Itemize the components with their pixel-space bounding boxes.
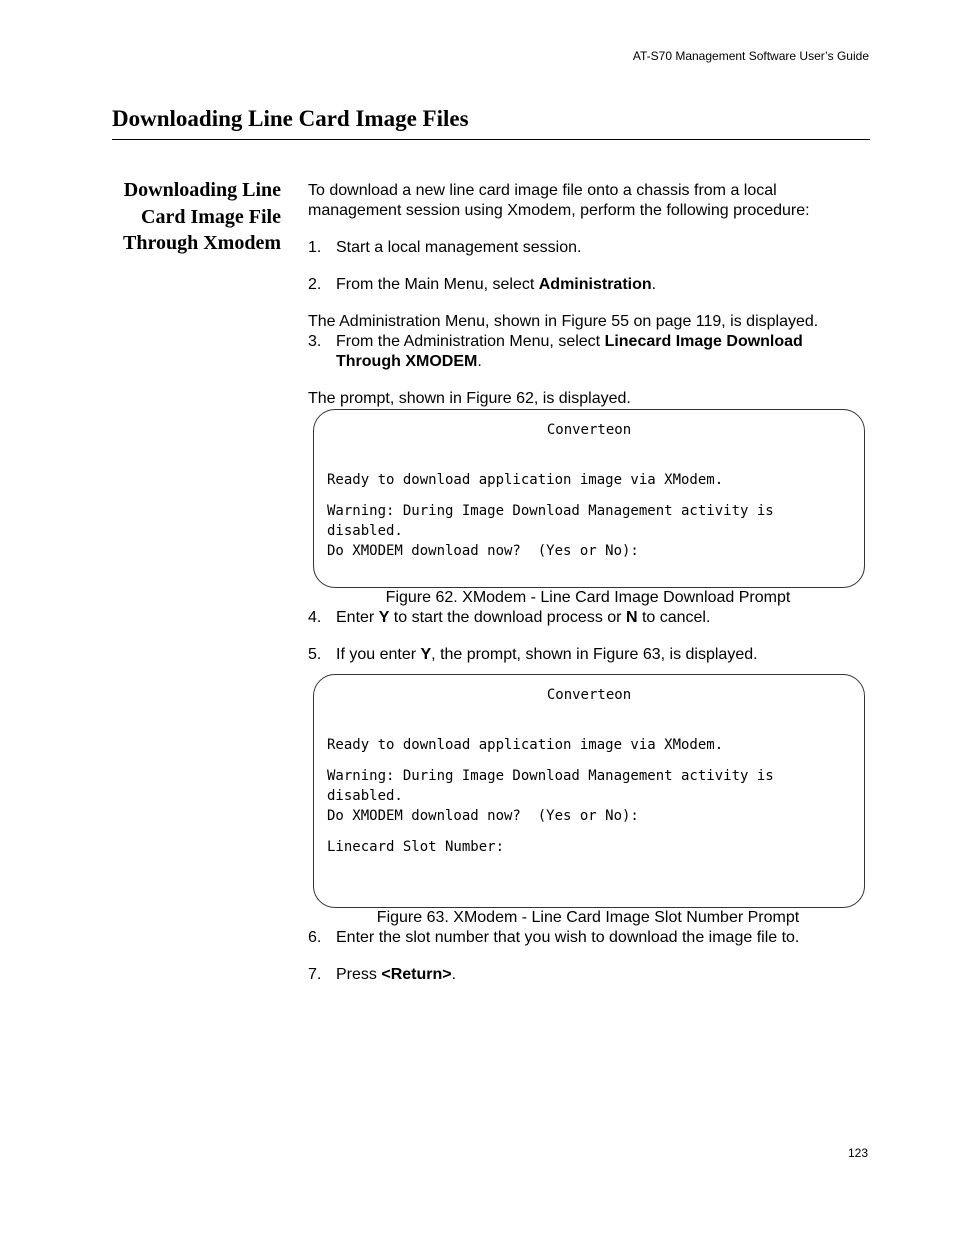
terminal-title: Converteon xyxy=(546,687,632,703)
step-number: 4. xyxy=(308,609,322,626)
step-text xyxy=(336,332,868,372)
step-4 xyxy=(308,608,868,628)
intro-paragraph: To download a new line card image file onto a chassis from a local management session using Xmodem, perform the following procedure: xyxy=(308,182,810,219)
step-text xyxy=(336,965,868,985)
step-text xyxy=(336,608,868,628)
figure-62-caption: Figure 62. XModem - Line Card Image Download Prompt xyxy=(385,589,791,606)
terminal-line: Warning: During Image Download Management activity is disabled. xyxy=(327,503,783,539)
step-number: 2. xyxy=(308,276,322,293)
step-6 xyxy=(308,928,868,948)
terminal-prompt: Do XMODEM download now? (Yes or No): xyxy=(327,808,639,824)
step-number: 1. xyxy=(308,239,322,256)
step-2-note: The Administration Menu, shown in Figure 55 on page 119, is displayed. xyxy=(308,313,819,330)
terminal-line: Ready to download application image via XModem. xyxy=(327,737,724,753)
step-text-part: Press xyxy=(336,966,382,983)
step-text-part: From the Administration Menu, select xyxy=(336,333,605,350)
terminal-prompt: Do XMODEM download now? (Yes or No): xyxy=(327,543,639,559)
subsection-title: Downloading Line Card Image File Through Xmodem xyxy=(123,179,281,254)
section-divider xyxy=(112,139,870,140)
step-text-part: to start the download process or xyxy=(389,609,626,626)
step-text: Start a local management session. xyxy=(336,239,582,256)
key-n: N xyxy=(625,609,638,626)
figure-63-terminal xyxy=(313,674,865,908)
procedure-body xyxy=(308,181,868,1002)
figure-63-caption: Figure 63. XModem - Line Card Image Slot Number Prompt xyxy=(376,909,800,926)
step-text-part: . xyxy=(651,276,657,293)
key-y: Y xyxy=(378,609,390,626)
step-text-part: From the Main Menu, select xyxy=(336,276,539,293)
step-text xyxy=(336,645,868,665)
step-1 xyxy=(308,238,868,258)
terminal-line: Ready to download application image via XModem. xyxy=(327,472,724,488)
terminal-prompt: Linecard Slot Number: xyxy=(327,839,505,855)
step-number: 6. xyxy=(308,929,322,946)
step-text: Enter the slot number that you wish to download the image file to. xyxy=(336,929,800,946)
terminal-title: Converteon xyxy=(546,422,632,438)
figure-62-terminal xyxy=(313,409,865,588)
step-number: 5. xyxy=(308,646,322,663)
menu-option-linecard-download: Linecard Image Download Through XMODEM xyxy=(336,333,803,370)
page-number: 123 xyxy=(847,1146,868,1160)
step-text-part: If you enter xyxy=(336,646,421,663)
step-3 xyxy=(308,332,868,372)
step-text-part: to cancel. xyxy=(637,609,711,626)
step-text-part: , the prompt, shown in Figure 63, is displayed. xyxy=(431,646,758,663)
terminal-line: Warning: During Image Download Management activity is disabled. xyxy=(327,768,783,804)
step-number: 7. xyxy=(308,966,322,983)
key-return: <Return> xyxy=(381,966,452,983)
step-text-part: . xyxy=(451,966,457,983)
menu-option-administration: Administration xyxy=(538,276,652,293)
step-text-part: Enter xyxy=(336,609,379,626)
step-2 xyxy=(308,275,868,295)
step-number: 3. xyxy=(308,333,322,350)
step-3-note: The prompt, shown in Figure 62, is displayed. xyxy=(308,390,631,407)
step-text xyxy=(336,275,868,295)
step-5 xyxy=(308,645,868,665)
section-title: Downloading Line Card Image Files xyxy=(112,106,469,131)
key-y: Y xyxy=(420,646,432,663)
step-7 xyxy=(308,965,868,985)
running-header: AT-S70 Management Software User’s Guide xyxy=(632,49,869,63)
step-text-part: . xyxy=(477,353,482,370)
